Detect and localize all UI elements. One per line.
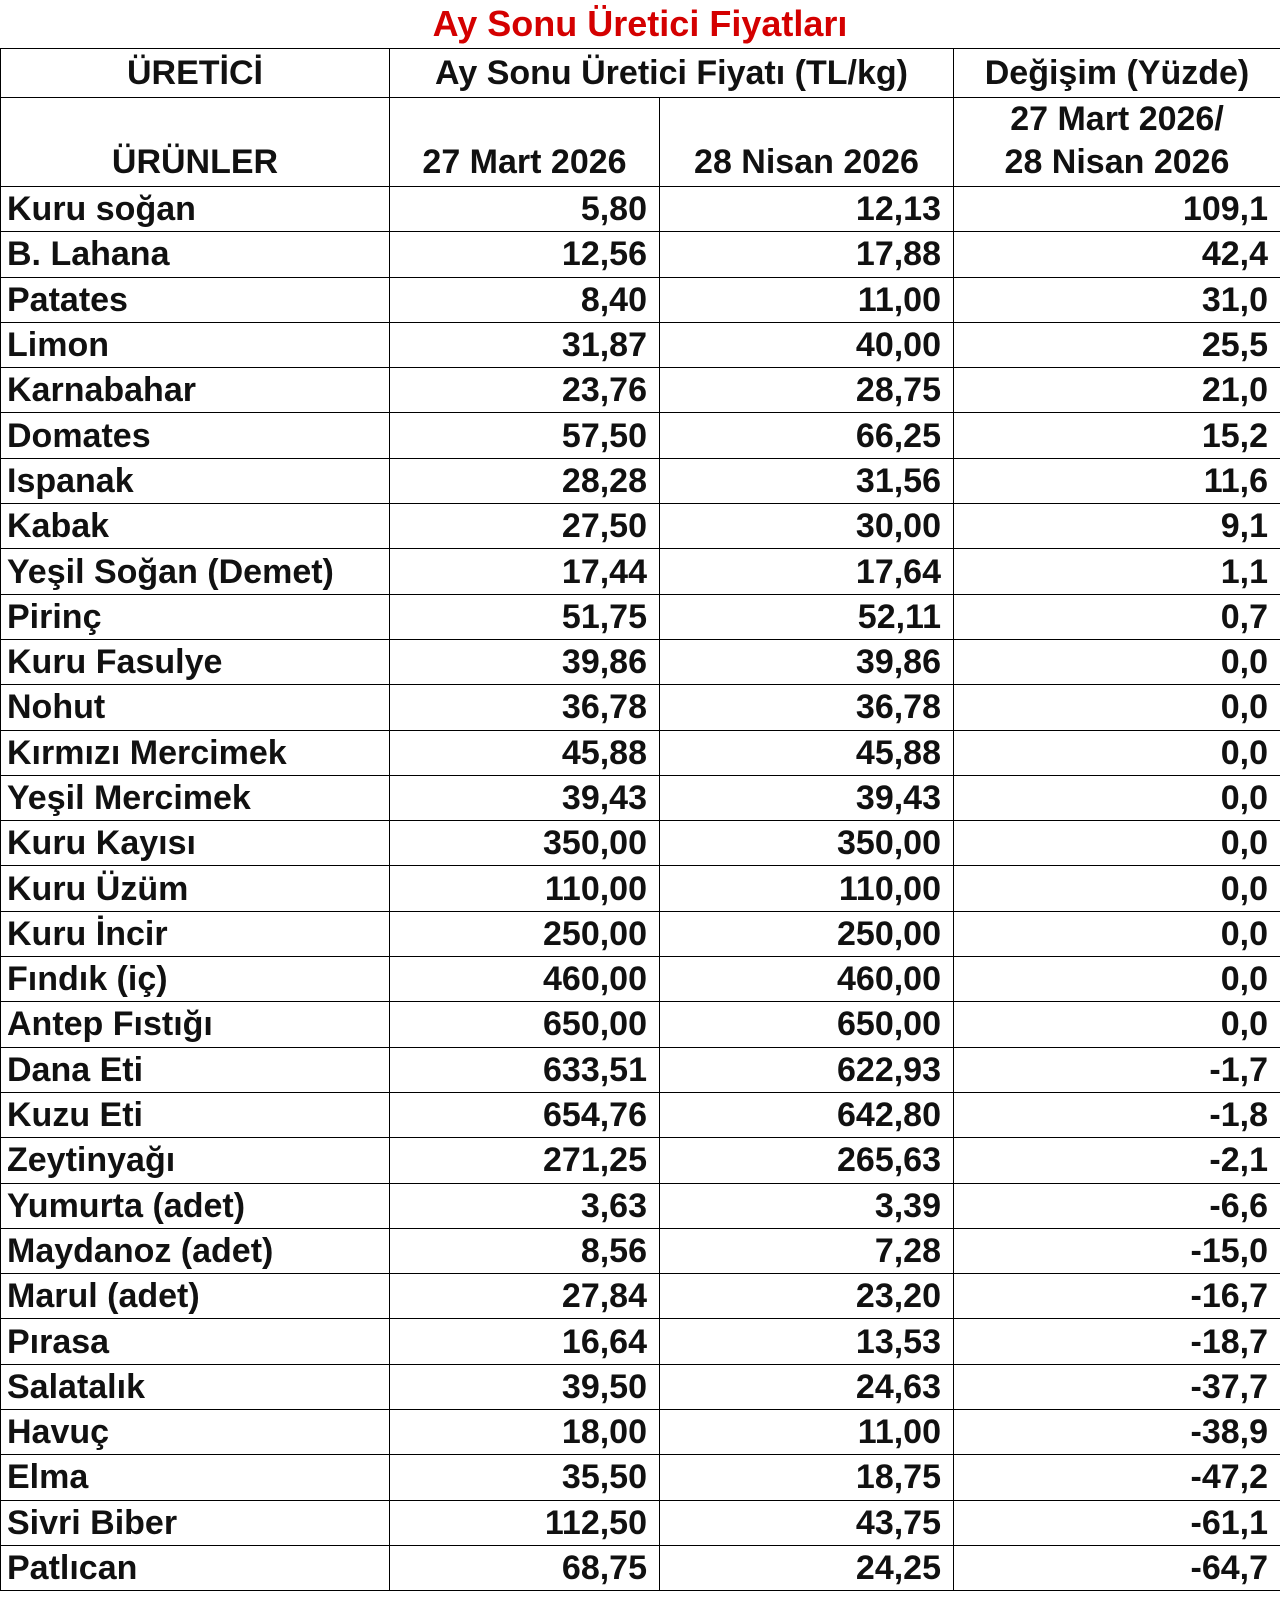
table-row bbox=[1, 504, 1280, 549]
change-percent-cell: -38,9 bbox=[954, 1410, 1280, 1455]
march-price-cell: 27,50 bbox=[390, 504, 660, 549]
march-price-cell: 12,56 bbox=[390, 232, 660, 277]
change-percent-cell: 0,0 bbox=[954, 639, 1280, 684]
table-row bbox=[1, 187, 1280, 232]
change-percent-cell: 109,1 bbox=[954, 187, 1280, 232]
table-row bbox=[1, 730, 1280, 775]
product-name-cell: Yeşil Mercimek bbox=[1, 775, 390, 820]
product-name-cell: Nohut bbox=[1, 685, 390, 730]
april-price-cell: 36,78 bbox=[660, 685, 954, 730]
march-price-cell: 112,50 bbox=[390, 1500, 660, 1545]
march-price-cell: 45,88 bbox=[390, 730, 660, 775]
march-price-cell: 350,00 bbox=[390, 821, 660, 866]
change-percent-cell: 1,1 bbox=[954, 549, 1280, 594]
april-price-cell: 30,00 bbox=[660, 504, 954, 549]
header-producer: ÜRETİCİ bbox=[1, 49, 390, 98]
table-row bbox=[1, 1228, 1280, 1273]
march-price-cell: 650,00 bbox=[390, 1002, 660, 1047]
table-row bbox=[1, 368, 1280, 413]
april-price-cell: 31,56 bbox=[660, 458, 954, 503]
product-name-cell: Kuru İncir bbox=[1, 911, 390, 956]
header-change: Değişim (Yüzde) bbox=[954, 49, 1280, 98]
product-name-cell: Kuru Fasulye bbox=[1, 639, 390, 684]
table-row bbox=[1, 232, 1280, 277]
change-percent-cell: -16,7 bbox=[954, 1274, 1280, 1319]
header-price: Ay Sonu Üretici Fiyatı (TL/kg) bbox=[390, 49, 954, 98]
product-name-cell: Marul (adet) bbox=[1, 1274, 390, 1319]
table-row bbox=[1, 1500, 1280, 1545]
table-row bbox=[1, 277, 1280, 322]
product-name-cell: Yumurta (adet) bbox=[1, 1183, 390, 1228]
april-price-cell: 642,80 bbox=[660, 1092, 954, 1137]
april-price-cell: 43,75 bbox=[660, 1500, 954, 1545]
table-row bbox=[1, 1092, 1280, 1137]
change-percent-cell: 0,0 bbox=[954, 775, 1280, 820]
april-price-cell: 13,53 bbox=[660, 1319, 954, 1364]
header-change-period-line1: 27 Mart 2026/ bbox=[1010, 100, 1224, 138]
table-row bbox=[1, 1545, 1280, 1590]
march-price-cell: 28,28 bbox=[390, 458, 660, 503]
product-name-cell: Kırmızı Mercimek bbox=[1, 730, 390, 775]
product-name-cell: Kuru Kayısı bbox=[1, 821, 390, 866]
april-price-cell: 11,00 bbox=[660, 277, 954, 322]
table-row bbox=[1, 1138, 1280, 1183]
april-price-cell: 39,86 bbox=[660, 639, 954, 684]
march-price-cell: 39,86 bbox=[390, 639, 660, 684]
april-price-cell: 24,25 bbox=[660, 1545, 954, 1590]
product-name-cell: Pirinç bbox=[1, 594, 390, 639]
header-row-sub bbox=[1, 98, 1280, 187]
table-row bbox=[1, 1274, 1280, 1319]
header-change-period bbox=[954, 98, 1280, 187]
change-percent-cell: -1,7 bbox=[954, 1047, 1280, 1092]
header-april-date: 28 Nisan 2026 bbox=[660, 98, 954, 187]
april-price-cell: 66,25 bbox=[660, 413, 954, 458]
table-row bbox=[1, 957, 1280, 1002]
table-row bbox=[1, 821, 1280, 866]
april-price-cell: 250,00 bbox=[660, 911, 954, 956]
march-price-cell: 3,63 bbox=[390, 1183, 660, 1228]
change-percent-cell: 0,0 bbox=[954, 685, 1280, 730]
product-name-cell: Patlıcan bbox=[1, 1545, 390, 1590]
product-name-cell: Patates bbox=[1, 277, 390, 322]
march-price-cell: 36,78 bbox=[390, 685, 660, 730]
page-title: Ay Sonu Üretici Fiyatları bbox=[432, 3, 848, 44]
product-name-cell: Domates bbox=[1, 413, 390, 458]
table-row bbox=[1, 458, 1280, 503]
table-row bbox=[1, 594, 1280, 639]
table-row bbox=[1, 1183, 1280, 1228]
table-row bbox=[1, 1319, 1280, 1364]
march-price-cell: 39,50 bbox=[390, 1364, 660, 1409]
march-price-cell: 271,25 bbox=[390, 1138, 660, 1183]
header-change-period-line2: 28 Nisan 2026 bbox=[1004, 143, 1230, 181]
product-name-cell: B. Lahana bbox=[1, 232, 390, 277]
april-price-cell: 17,64 bbox=[660, 549, 954, 594]
march-price-cell: 27,84 bbox=[390, 1274, 660, 1319]
change-percent-cell: 15,2 bbox=[954, 413, 1280, 458]
table-row bbox=[1, 866, 1280, 911]
change-percent-cell: -6,6 bbox=[954, 1183, 1280, 1228]
change-percent-cell: -47,2 bbox=[954, 1455, 1280, 1500]
april-price-cell: 17,88 bbox=[660, 232, 954, 277]
price-table bbox=[0, 48, 1280, 1591]
change-percent-cell: -37,7 bbox=[954, 1364, 1280, 1409]
april-price-cell: 40,00 bbox=[660, 322, 954, 367]
change-percent-cell: 9,1 bbox=[954, 504, 1280, 549]
change-percent-cell: 0,0 bbox=[954, 866, 1280, 911]
product-name-cell: Fındık (iç) bbox=[1, 957, 390, 1002]
march-price-cell: 18,00 bbox=[390, 1410, 660, 1455]
table-row bbox=[1, 1455, 1280, 1500]
april-price-cell: 11,00 bbox=[660, 1410, 954, 1455]
april-price-cell: 39,43 bbox=[660, 775, 954, 820]
change-percent-cell: -1,8 bbox=[954, 1092, 1280, 1137]
product-name-cell: Kuzu Eti bbox=[1, 1092, 390, 1137]
product-name-cell: Pırasa bbox=[1, 1319, 390, 1364]
april-price-cell: 265,63 bbox=[660, 1138, 954, 1183]
change-percent-cell: 21,0 bbox=[954, 368, 1280, 413]
product-name-cell: Salatalık bbox=[1, 1364, 390, 1409]
april-price-cell: 24,63 bbox=[660, 1364, 954, 1409]
april-price-cell: 12,13 bbox=[660, 187, 954, 232]
april-price-cell: 622,93 bbox=[660, 1047, 954, 1092]
product-name-cell: Kabak bbox=[1, 504, 390, 549]
march-price-cell: 35,50 bbox=[390, 1455, 660, 1500]
table-row bbox=[1, 1047, 1280, 1092]
march-price-cell: 16,64 bbox=[390, 1319, 660, 1364]
product-name-cell: Limon bbox=[1, 322, 390, 367]
march-price-cell: 23,76 bbox=[390, 368, 660, 413]
change-percent-cell: 0,0 bbox=[954, 957, 1280, 1002]
march-price-cell: 5,80 bbox=[390, 187, 660, 232]
march-price-cell: 250,00 bbox=[390, 911, 660, 956]
product-name-cell: Kuru Üzüm bbox=[1, 866, 390, 911]
april-price-cell: 650,00 bbox=[660, 1002, 954, 1047]
change-percent-cell: 25,5 bbox=[954, 322, 1280, 367]
header-row-top bbox=[1, 49, 1280, 98]
change-percent-cell: 0,0 bbox=[954, 821, 1280, 866]
april-price-cell: 52,11 bbox=[660, 594, 954, 639]
change-percent-cell: -18,7 bbox=[954, 1319, 1280, 1364]
march-price-cell: 68,75 bbox=[390, 1545, 660, 1590]
product-name-cell: Ispanak bbox=[1, 458, 390, 503]
product-name-cell: Sivri Biber bbox=[1, 1500, 390, 1545]
table-row bbox=[1, 322, 1280, 367]
march-price-cell: 654,76 bbox=[390, 1092, 660, 1137]
march-price-cell: 8,56 bbox=[390, 1228, 660, 1273]
march-price-cell: 39,43 bbox=[390, 775, 660, 820]
table-row bbox=[1, 685, 1280, 730]
change-percent-cell: 11,6 bbox=[954, 458, 1280, 503]
table-row bbox=[1, 1410, 1280, 1455]
change-percent-cell: -15,0 bbox=[954, 1228, 1280, 1273]
march-price-cell: 51,75 bbox=[390, 594, 660, 639]
change-percent-cell: -2,1 bbox=[954, 1138, 1280, 1183]
product-name-cell: Maydanoz (adet) bbox=[1, 1228, 390, 1273]
april-price-cell: 110,00 bbox=[660, 866, 954, 911]
march-price-cell: 633,51 bbox=[390, 1047, 660, 1092]
product-name-cell: Karnabahar bbox=[1, 368, 390, 413]
header-march-date: 27 Mart 2026 bbox=[390, 98, 660, 187]
change-percent-cell: 42,4 bbox=[954, 232, 1280, 277]
march-price-cell: 57,50 bbox=[390, 413, 660, 458]
product-name-cell: Dana Eti bbox=[1, 1047, 390, 1092]
product-name-cell: Havuç bbox=[1, 1410, 390, 1455]
change-percent-cell: 0,7 bbox=[954, 594, 1280, 639]
change-percent-cell: -64,7 bbox=[954, 1545, 1280, 1590]
product-name-cell: Yeşil Soğan (Demet) bbox=[1, 549, 390, 594]
march-price-cell: 17,44 bbox=[390, 549, 660, 594]
table-row bbox=[1, 775, 1280, 820]
table-row bbox=[1, 1364, 1280, 1409]
march-price-cell: 110,00 bbox=[390, 866, 660, 911]
change-percent-cell: -61,1 bbox=[954, 1500, 1280, 1545]
march-price-cell: 8,40 bbox=[390, 277, 660, 322]
product-name-cell: Kuru soğan bbox=[1, 187, 390, 232]
change-percent-cell: 31,0 bbox=[954, 277, 1280, 322]
april-price-cell: 28,75 bbox=[660, 368, 954, 413]
header-products: ÜRÜNLER bbox=[1, 98, 390, 187]
product-name-cell: Antep Fıstığı bbox=[1, 1002, 390, 1047]
table-row bbox=[1, 1002, 1280, 1047]
product-name-cell: Zeytinyağı bbox=[1, 1138, 390, 1183]
march-price-cell: 31,87 bbox=[390, 322, 660, 367]
april-price-cell: 3,39 bbox=[660, 1183, 954, 1228]
product-name-cell: Elma bbox=[1, 1455, 390, 1500]
table-row bbox=[1, 549, 1280, 594]
april-price-cell: 18,75 bbox=[660, 1455, 954, 1500]
april-price-cell: 460,00 bbox=[660, 957, 954, 1002]
april-price-cell: 350,00 bbox=[660, 821, 954, 866]
april-price-cell: 23,20 bbox=[660, 1274, 954, 1319]
april-price-cell: 7,28 bbox=[660, 1228, 954, 1273]
change-percent-cell: 0,0 bbox=[954, 730, 1280, 775]
table-row bbox=[1, 911, 1280, 956]
change-percent-cell: 0,0 bbox=[954, 1002, 1280, 1047]
table-row bbox=[1, 639, 1280, 684]
march-price-cell: 460,00 bbox=[390, 957, 660, 1002]
change-percent-cell: 0,0 bbox=[954, 911, 1280, 956]
april-price-cell: 45,88 bbox=[660, 730, 954, 775]
table-row bbox=[1, 413, 1280, 458]
